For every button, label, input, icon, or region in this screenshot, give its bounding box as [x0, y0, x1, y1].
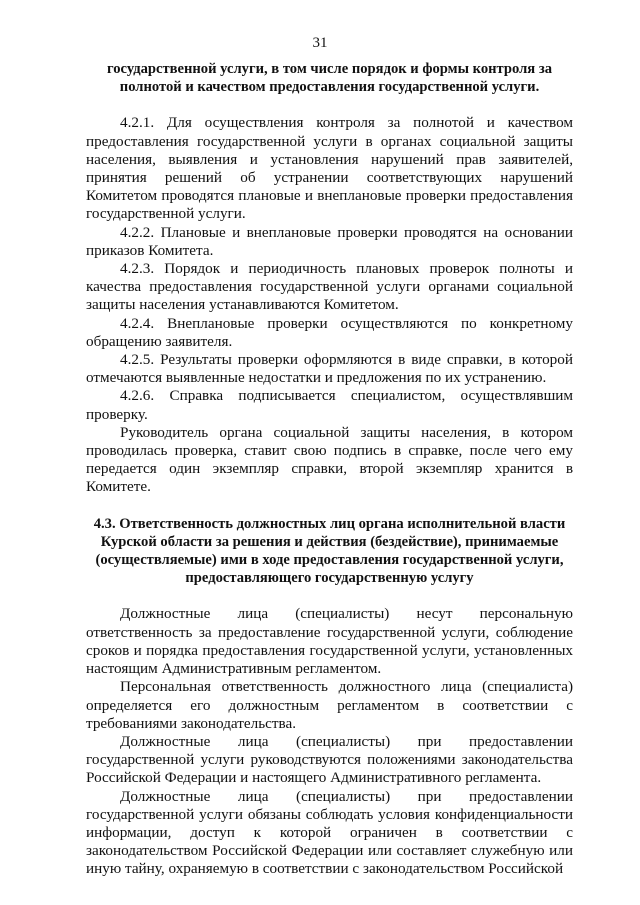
- paragraph-4-2-4: 4.2.4. Внеплановые проверки осуществляются по конкретному обращению заявителя.: [86, 314, 573, 350]
- paragraph-personal-responsibility: Должностные лица (специалисты) несут персональную ответственность за предоставление государственной услуги, соблюдение сроков и порядка предоставления государственной услуги, установленных настоящим Административным регламентом.: [86, 605, 573, 678]
- page-number: 31: [312, 35, 328, 51]
- paragraph-4-2-6: 4.2.6. Справка подписывается специалистом, осуществлявшим проверку.: [86, 387, 573, 423]
- page-content: [86, 60, 573, 879]
- paragraph-4-2-5: 4.2.5. Результаты проверки оформляются в виде справки, в которой отмечаются выявленные недостатки и предложения по их устранению.: [86, 351, 573, 387]
- paragraph-job-regulation: Персональная ответственность должностного лица (специалиста) определяется его должностным регламентом в соответствии с требованиями законодательства.: [86, 678, 573, 732]
- paragraph-4-2-3: 4.2.3. Порядок и периодичность плановых проверок полноты и качества предоставления государственной услуги органами социальной защиты населения устанавливаются Комитетом.: [86, 260, 573, 314]
- paragraph-4-2-2: 4.2.2. Плановые и внеплановые проверки проводятся на основании приказов Комитета.: [86, 223, 573, 259]
- paragraph-confidentiality: Должностные лица (специалисты) при предоставлении государственной услуги обязаны соблюдать условия конфиденциальности информации, доступ к которой ограничен в соответствии с законодательством Российской Федерации или составляет служебную или иную тайну, охраняемую в соответствии с законодательством Российской: [86, 787, 573, 878]
- paragraph-4-2-1: 4.2.1. Для осуществления контроля за полнотой и качеством предоставления государственной услуги в органах социальной защиты населения, выявления и установления нарушений прав заявителей, принятия решений об устранении соответствующих нарушений Комитетом проводятся плановые и внеплановые проверки предоставления государственной услуги.: [86, 114, 573, 223]
- paragraph-inspection-signature: Руководитель органа социальной защиты населения, в котором проводилась проверка, ставит свою подпись в справке, после чего ему передается один экземпляр справки, второй экземпляр хранится в Комитете.: [86, 423, 573, 496]
- section-4-2-heading-continuation: государственной услуги, в том числе порядок и формы контроля за полнотой и качеством предоставления государственной услуги.: [106, 61, 553, 96]
- paragraph-legislation-guidance: Должностные лица (специалисты) при предоставлении государственной услуги руководствуются положениями законодательства Российской Федерации и настоящего Административного регламента.: [86, 732, 573, 787]
- section-4-3-heading: 4.3. Ответственность должностных лиц органа исполнительной власти Курской области за решения и действия (бездействие), принимаемые (осуществляемые) ими в ходе предоставления государственной услуги, предоставляющего государственную услугу: [93, 515, 566, 587]
